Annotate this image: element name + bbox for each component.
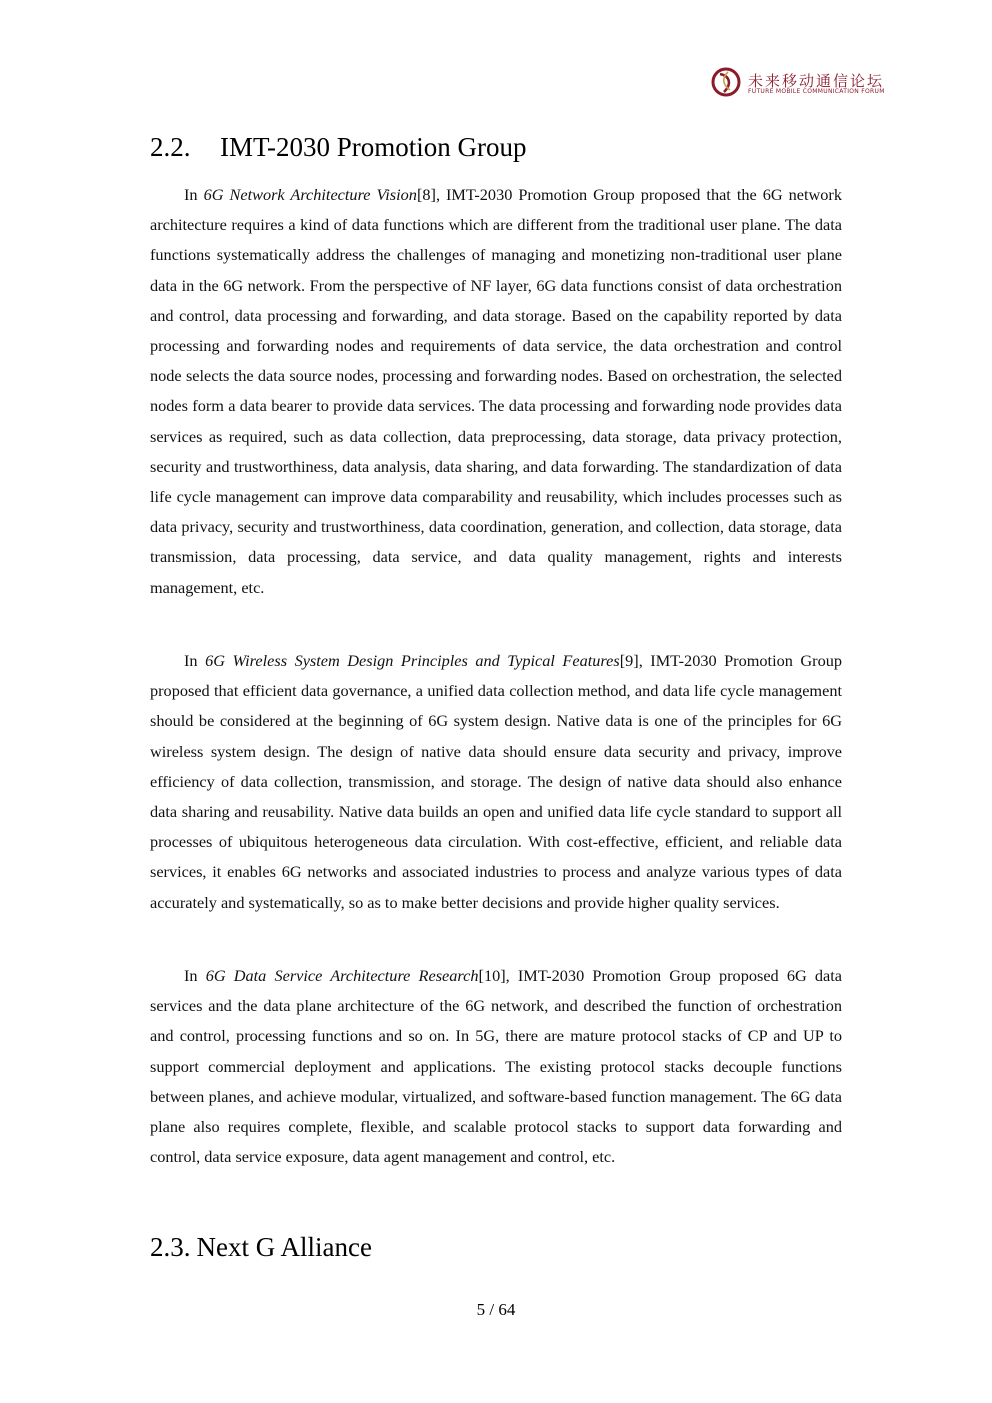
logo-english-text: FUTURE MOBILE COMMUNICATION FORUM	[748, 88, 885, 95]
page-number: 5 / 64	[476, 1300, 516, 1319]
paragraph-lead: In	[184, 185, 204, 204]
reference-link[interactable]: [9]	[619, 651, 639, 670]
forum-logo-icon	[710, 66, 742, 98]
reference-link[interactable]: [10]	[478, 966, 506, 985]
section-heading-2-3	[150, 1231, 372, 1263]
cited-title: 6G Network Architecture Vision	[203, 185, 417, 204]
logo-chinese-text: 未来移动通信论坛	[748, 72, 885, 90]
paragraph-lead: In	[184, 966, 206, 985]
cited-title: 6G Data Service Architecture Research	[205, 966, 479, 985]
section-title: Next G Alliance	[196, 1232, 372, 1262]
section-number: 2.3.	[150, 1232, 191, 1262]
section-heading-2-2	[150, 131, 527, 163]
paragraph-body: , IMT-2030 Promotion Group proposed 6G data services and the data plane architecture of the 6G network, and described the function of orchestration and control, processing functions and so on. In 5G, there are mature protocol stacks of CP and UP to support commercial deployment and applications. The existing protocol stacks decouple functions between planes, and achieve modular, virtualized, and software-based function management. The 6G data plane also requires complete, flexible, and scalable protocol stacks to support data forwarding and control, data service exposure, data agent management and control, etc.	[150, 966, 842, 1167]
paragraph	[150, 961, 842, 1172]
paragraph	[150, 646, 842, 918]
section-number: 2.2.	[150, 132, 191, 162]
reference-link[interactable]: [8]	[416, 185, 436, 204]
cited-title: 6G Wireless System Design Principles and Typical Features	[205, 651, 620, 670]
section-title: IMT-2030 Promotion Group	[220, 132, 527, 162]
paragraph-body: , IMT-2030 Promotion Group proposed that efficient data governance, a unified data collection method, and data life cycle management should be considered at the beginning of 6G system design. Native data is one of the principles for 6G wireless system design. The design of native data should ensure data security and privacy, improve efficiency of data collection, transmission, and storage. The design of native data should also enhance data sharing and reusability. Native data builds an open and unified data life cycle standard to support all processes of ubiquitous heterogeneous data circulation. With cost-effective, efficient, and reliable data services, it enables 6G networks and associated industries to process and analyze various types of data accurately and systematically, so as to make better decisions and provide higher quality services.	[150, 651, 842, 912]
paragraph-lead: In	[184, 651, 206, 670]
paragraph-body: , IMT-2030 Promotion Group proposed that the 6G network architecture requires a kind of data functions which are different from the traditional user plane. The data functions systematically address the challenges of managing and monetizing non-traditional user plane data in the 6G network. From the perspective of NF layer, 6G data functions consist of data orchestration and control, data processing and forwarding, and data storage. Based on the capability reported by data processing and forwarding nodes and requirements of data service, the data orchestration and control node selects the data source nodes, processing and forwarding nodes. Based on orchestration, the selected nodes form a data bearer to provide data services. The data processing and forwarding node provides data services as required, such as data collection, data preprocessing, data storage, data privacy protection, security and trustworthiness, data analysis, data sharing, and data forwarding. The standardization of data life cycle management can improve data comparability and reusability, which includes processes such as data privacy, security and trustworthiness, data coordination, generation, and collection, data storage, data transmission, data processing, data service, and data quality management, rights and interests management, etc.	[150, 185, 842, 597]
forum-logo	[710, 66, 885, 102]
paragraph	[150, 180, 842, 603]
